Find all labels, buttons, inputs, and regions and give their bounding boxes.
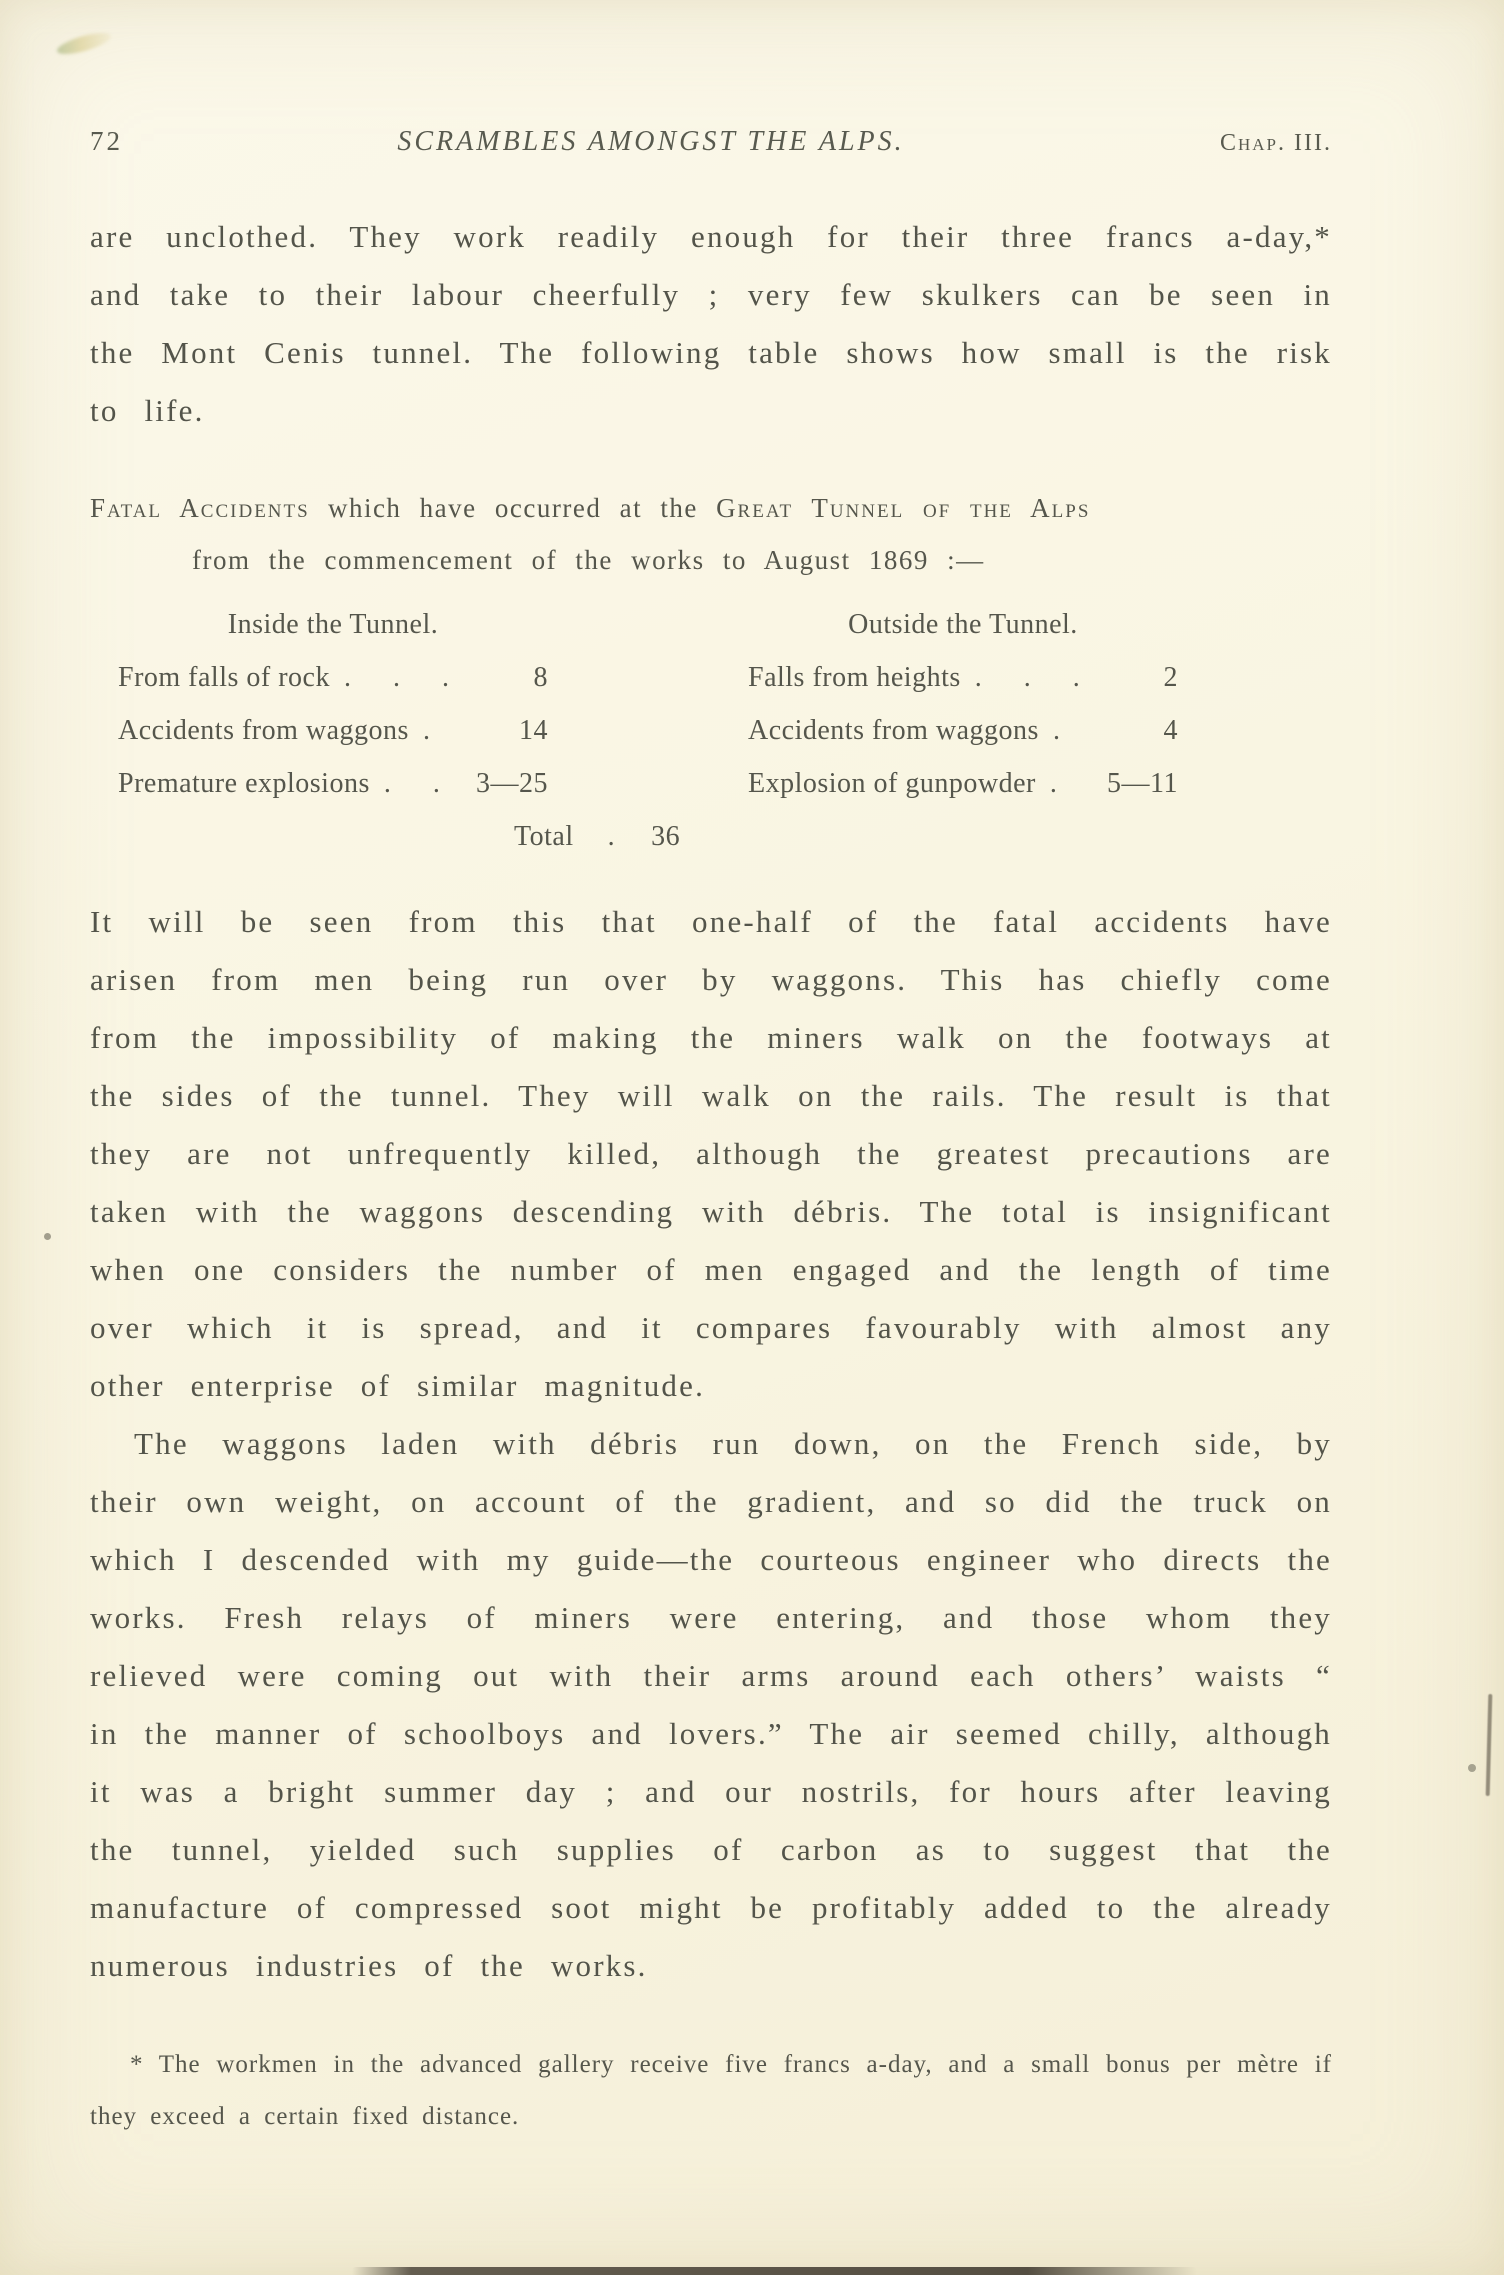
scan-speck bbox=[44, 1233, 51, 1240]
table-total-row bbox=[514, 810, 1332, 863]
leader-dots: . bbox=[1049, 768, 1058, 799]
row-value: 14 bbox=[519, 715, 548, 746]
column-inside-tunnel bbox=[118, 598, 548, 810]
running-head bbox=[90, 0, 1332, 158]
row-value: 4 bbox=[1163, 715, 1178, 746]
table-row bbox=[748, 757, 1178, 810]
row-label: Accidents from waggons bbox=[748, 715, 1039, 746]
paragraph-3: The waggons laden with débris run down, on the French side, by their own weight, on account of the gradient, and so did the truck on which I descended with my guide—the courteous engineer who directs the works. Fresh relays of miners were entering, and those whom they relieved were coming out with their arms around each others’ waists “ in the manner of schoolboys and lovers.” The air seemed chilly, although it was a bright summer day ; and our nostrils, for hours after leaving the tunnel, yielded such supplies of carbon as to suggest that the manufacture of compressed soot might be profitably added to the already numerous industries of the works. bbox=[90, 1426, 1332, 1983]
running-title: SCRAMBLES AMONGST THE ALPS. bbox=[397, 126, 905, 157]
table-columns bbox=[90, 598, 1332, 810]
table-caption bbox=[90, 482, 1332, 586]
column-outside-tunnel bbox=[748, 598, 1178, 810]
table-caption-line2: from the commencement of the works to August 1869 :— bbox=[192, 545, 985, 575]
row-value: 8 bbox=[533, 662, 548, 693]
total-label: Total bbox=[514, 821, 574, 852]
table-row bbox=[118, 651, 548, 704]
leader-dots: . bbox=[1052, 715, 1061, 746]
accidents-table bbox=[90, 598, 1332, 863]
caption-smallcaps-great-tunnel: Great Tunnel of the Alps bbox=[716, 493, 1091, 523]
row-label: Accidents from waggons bbox=[118, 715, 409, 746]
leader-dots: . . bbox=[383, 768, 441, 799]
column-heading-outside: Outside the Tunnel. bbox=[848, 609, 1078, 640]
column-heading-inside: Inside the Tunnel. bbox=[227, 609, 439, 640]
row-label: From falls of rock bbox=[118, 662, 330, 693]
page-number: 72 bbox=[90, 126, 123, 156]
table-caption-line1 bbox=[90, 482, 1332, 534]
row-label: Explosion of gunpowder bbox=[748, 768, 1036, 799]
table-row bbox=[118, 757, 548, 810]
leader-dots: . . . bbox=[974, 662, 1081, 693]
row-value: 2 bbox=[1163, 662, 1178, 693]
row-value: 5—11 bbox=[1107, 768, 1178, 799]
total-leader-dot: . bbox=[607, 821, 616, 852]
row-value: 3—25 bbox=[476, 768, 548, 799]
footnote: * The workmen in the advanced gallery receive five francs a-day, and a small bonus per mètre if they exceed a certain fixed distance. bbox=[90, 2051, 1332, 2130]
table-row bbox=[118, 704, 548, 757]
caption-smallcaps-fatal-accidents: Fatal Accidents bbox=[90, 493, 310, 523]
table-row bbox=[748, 651, 1178, 704]
leader-dots: . bbox=[422, 715, 431, 746]
paragraph-1: are unclothed. They work readily enough for their three francs a-day,* and take to their labour cheerfully ; very few skulkers can be seen in the Mont Cenis tunnel. The following table shows how small is the risk to life. bbox=[90, 219, 1332, 428]
total-value: 36 bbox=[651, 821, 681, 852]
scan-speck bbox=[1468, 1764, 1476, 1772]
scan-gutter-shadow bbox=[352, 2267, 1197, 2275]
table-row bbox=[748, 704, 1178, 757]
caption-mid-text: which have occurred at the bbox=[309, 493, 717, 523]
row-label: Falls from heights bbox=[748, 662, 961, 693]
chapter-label: Chap. III. bbox=[1220, 130, 1332, 156]
row-label: Premature explosions bbox=[118, 768, 370, 799]
leader-dots: . . . bbox=[343, 662, 450, 693]
paragraph-2: It will be seen from this that one-half of the fatal accidents have arisen from men being run over by waggons. This has chiefly come from the impossibility of making the miners walk on the footways at the sides of the tunnel. They will walk on the rails. The result is that they are not unfrequently killed, although the greatest precautions are taken with the waggons descending with débris. The total is insignificant when one considers the number of men engaged and the length of time over which it is spread, and it compares favourably with almost any other enterprise of similar magnitude. bbox=[90, 904, 1332, 1403]
scan-crease bbox=[1486, 1694, 1493, 1796]
